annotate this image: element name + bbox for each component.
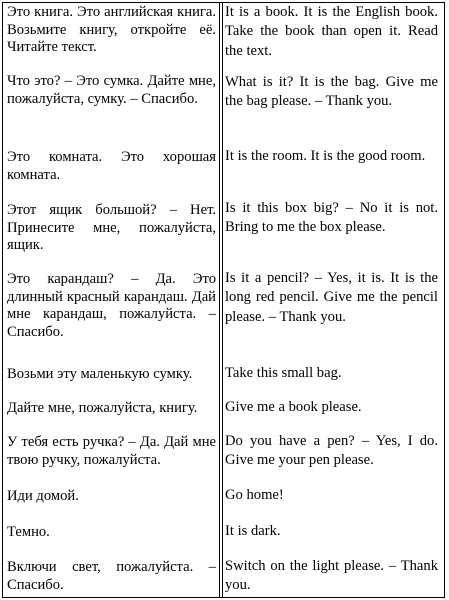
column-divider — [219, 3, 223, 597]
english-sentence: It is a book. It is the English book. Take the book than open it. Read the text. — [225, 4, 438, 59]
russian-sentence: Дайте мне, пожалуйста, книгу. — [7, 400, 198, 416]
russian-sentence: Это книга. Это английская книга. Возьмите книгу, откройте её. Читайте текст. — [7, 4, 216, 56]
english-sentence: Do you have a pen? – Yes, I do. Give me your pen please. — [225, 433, 438, 469]
russian-sentence: Что это? – Это сумка. Дайте мне, пожалуйста, сумку. – Спасибо. — [7, 73, 216, 107]
english-sentence: Switch on the light please. – Thank you. — [225, 558, 438, 594]
russian-sentence: Иди домой. — [7, 488, 79, 504]
russian-sentence: Этот ящик большой? – Нет. Принесите мне, пожалуйста, ящик. — [7, 202, 216, 254]
russian-sentence: Это карандаш? – Да. Это длинный красный карандаш. Дай мне карандаш, пожалуйста. – Спасибо. — [7, 271, 216, 340]
english-sentence: Is it a pencil? – Yes, it is. It is the long red pencil. Give me the pencil please. – Thank you. — [225, 270, 438, 325]
russian-sentence: Темно. — [7, 524, 50, 540]
russian-sentence: Возьми эту маленькую сумку. — [7, 366, 193, 382]
english-sentence: It is dark. — [225, 523, 281, 539]
russian-sentence: У тебя есть ручка? – Да. Дай мне твою ручку, пожалуйста. — [7, 434, 216, 468]
english-sentence: Is it this box big? – No it is not. Bring to me the box please. — [225, 200, 438, 236]
russian-sentence: Это комната. Это хорошая комната. — [7, 149, 216, 183]
english-sentence: Take this small bag. — [225, 365, 342, 381]
english-sentence: What is it? It is the bag. Give me the bag please. – Thank you. — [225, 74, 438, 110]
english-sentence: Go home! — [225, 487, 284, 503]
russian-sentence: Включи свет, пожалуйста. – Спасибо. — [7, 559, 216, 593]
translation-table — [2, 2, 445, 598]
english-sentence: Give me a book please. — [225, 399, 362, 415]
english-sentence: It is the room. It is the good room. — [225, 148, 426, 164]
